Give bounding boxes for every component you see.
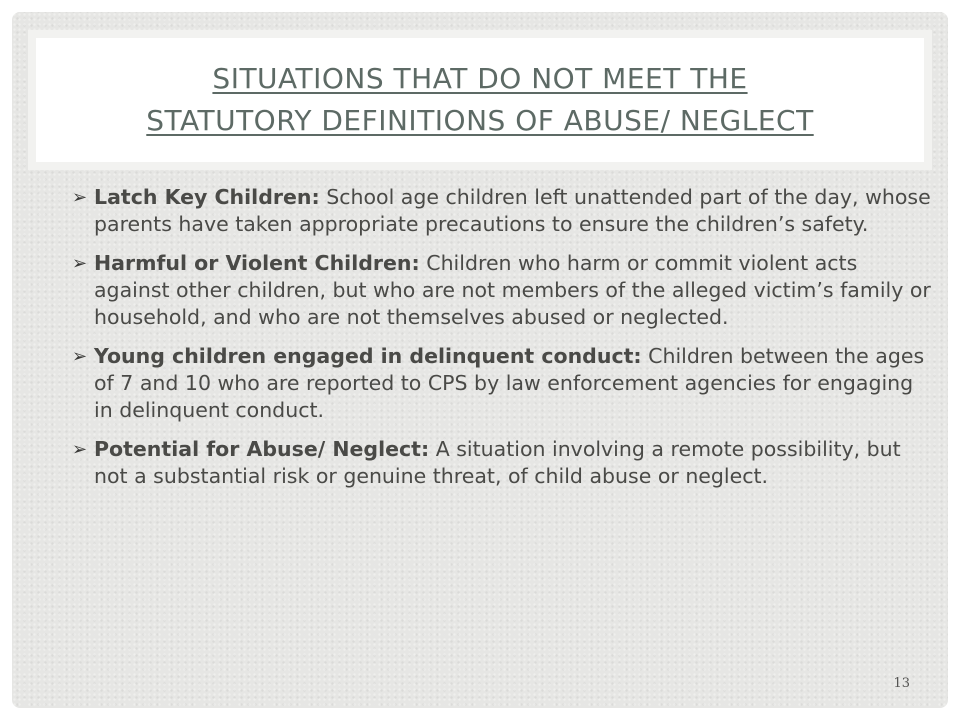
bullet-term: Harmful or Violent Children: [94, 251, 420, 275]
bullet-term: Potential for Abuse/ Neglect: [94, 437, 430, 461]
bullet-term: Young children engaged in delinquent conduct: [94, 344, 642, 368]
bullet-item-harmful-violent [72, 250, 932, 331]
title-box [28, 30, 932, 170]
bullet-item-latch-key [72, 184, 932, 238]
bullet-text: Children between the ages of 7 and 10 who are reported to CPS by law enforcement agencies for engaging in delinquent conduct. [94, 344, 925, 422]
bullet-text: A situation involving a remote possibility, but not a substantial risk or genuine threat, of child abuse or neglect. [94, 437, 901, 488]
bullet-text: School age children left unattended part of the day, whose parents have taken appropriate precautions to ensure the children’s safety. [94, 185, 931, 236]
arrow-bullet-icon: ➢ [72, 187, 88, 208]
slide [12, 12, 948, 708]
arrow-bullet-icon: ➢ [72, 253, 88, 274]
slide-title [70, 58, 890, 142]
slide-title-line-1: SITUATIONS THAT DO NOT MEET THE [212, 62, 748, 95]
page-number: 13 [893, 676, 910, 691]
bullet-term: Latch Key Children: [94, 185, 320, 209]
bullet-list [72, 184, 932, 502]
bullet-text: Children who harm or commit violent acts against other children, but who are not members of the alleged victim’s family or household, and who are not themselves abused or neglected. [94, 251, 931, 329]
arrow-bullet-icon: ➢ [72, 346, 88, 367]
bullet-item-delinquent-conduct [72, 343, 932, 424]
arrow-bullet-icon: ➢ [72, 439, 88, 460]
bullet-item-potential-abuse [72, 436, 932, 490]
slide-title-line-2: STATUTORY DEFINITIONS OF ABUSE/ NEGLECT [146, 104, 814, 137]
